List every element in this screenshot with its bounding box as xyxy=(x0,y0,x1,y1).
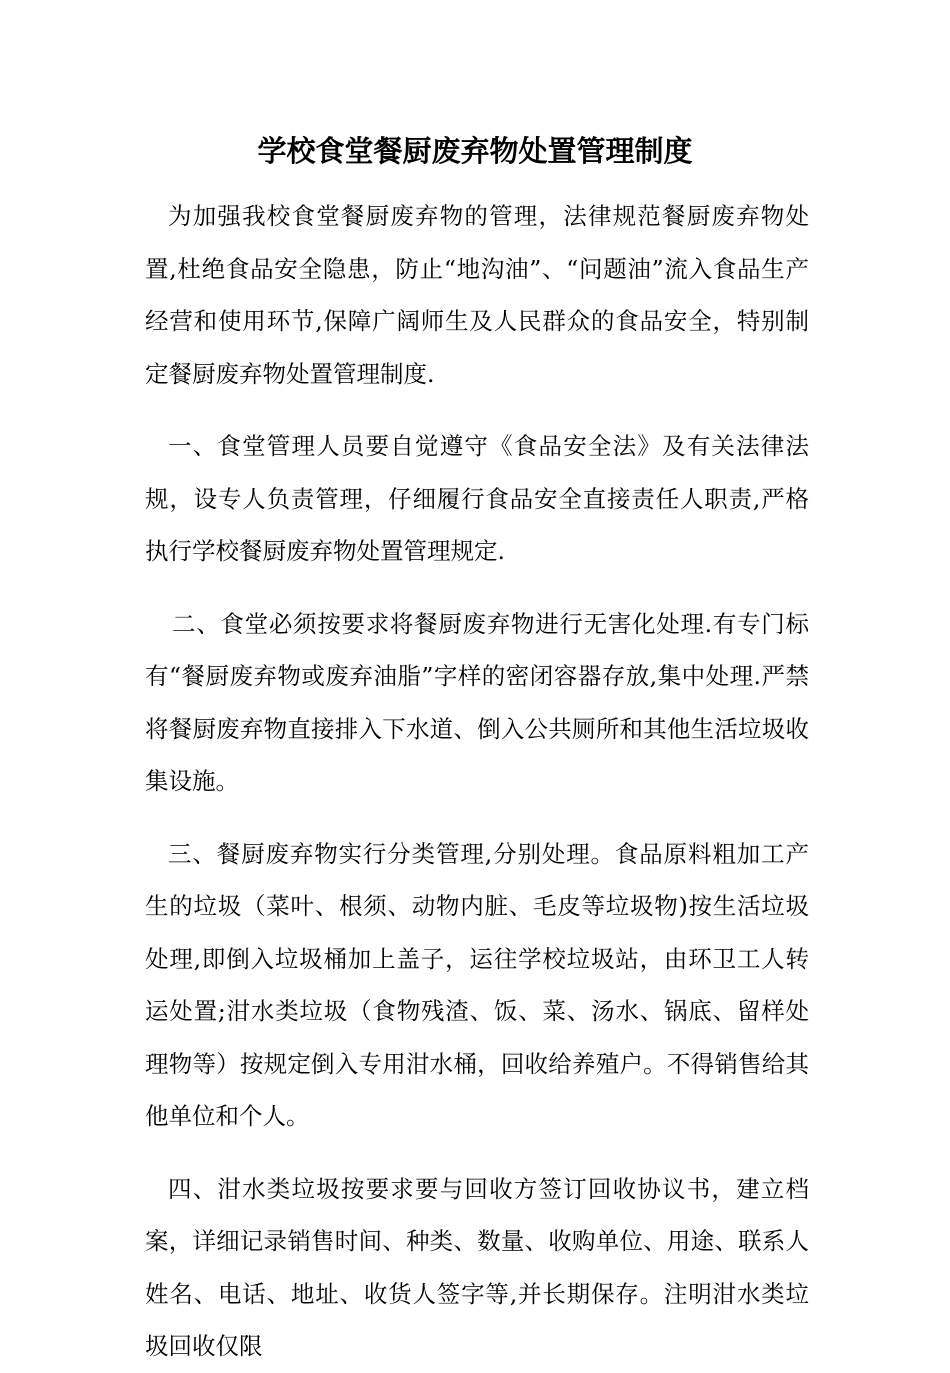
intro-paragraph: 为加强我校食堂餐厨废弃物的管理，法律规范餐厨废弃物处置,杜绝食品安全隐患，防止“地沟油”、“问题油”流入食品生产经营和使用环节,保障广阔师生及人民群众的食品安全，特别制定餐厨废弃物处置管理制度. xyxy=(145,202,809,388)
rule-paragraph-2: 二、食堂必须按要求将餐厨废弃物进行无害化处理.有专门标有“餐厨废弃物或废弃油脂”字样的密闭容器存放,集中处理.严禁将餐厨废弃物直接排入下水道、倒入公共厕所和其他生活垃圾收集设施。 xyxy=(145,609,809,795)
document-title: 学校食堂餐厨废弃物处置管理制度 xyxy=(257,134,693,168)
rule-paragraph-3: 三、餐厨废弃物实行分类管理,分别处理。食品原料粗加工产生的垃圾（菜叶、根须、动物内脏、毛皮等垃圾物)按生活垃圾处理,即倒入垃圾桶加上盖子，运往学校垃圾站，由环卫工人转运处置;泔水类垃圾（食物残渣、饭、菜、汤水、锅底、留样处理物等）按规定倒入专用泔水桶，回收给养殖户。不得销售给其他单位和个人。 xyxy=(145,839,809,1130)
rule-paragraph-4: 四、泔水类垃圾按要求要与回收方签订回收协议书，建立档案，详细记录销售时间、种类、数量、收购单位、用途、联系人姓名、电话、地址、收货人签字等,并长期保存。注明泔水类垃圾回收仅限 xyxy=(145,1174,809,1360)
rule-paragraph-1: 一、食堂管理人员要自觉遵守《食品安全法》及有关法律法规，设专人负责管理，仔细履行食品安全直接责任人职责,严格执行学校餐厨废弃物处置管理规定. xyxy=(145,432,809,565)
document-body xyxy=(145,190,809,1373)
